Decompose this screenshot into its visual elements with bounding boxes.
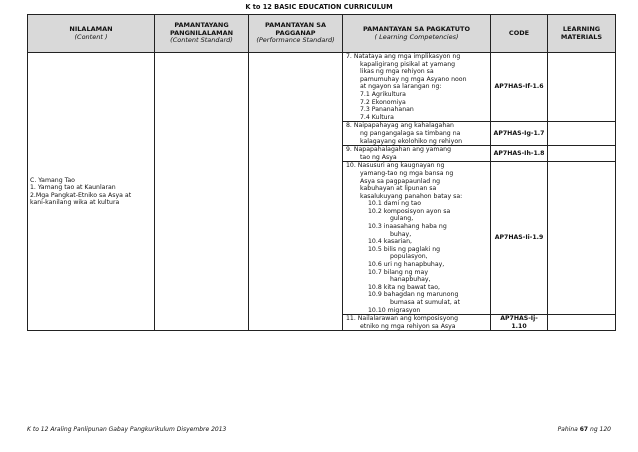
code-cell: AP7HAS-Ii-1.9 <box>491 162 548 315</box>
code-cell: AP7HAS-Ig-1.7 <box>491 122 548 146</box>
materials-cell <box>548 122 616 146</box>
header-content-standard: PAMANTAYANG PANGNILALAMAN (Content Standard) <box>155 15 249 53</box>
content-line: C. Yamang Tao <box>30 176 75 184</box>
content-line: 1. Yamang tao at Kaunlaran <box>30 184 116 192</box>
code-cell: AP7HAS-If-1.6 <box>491 53 548 122</box>
materials-cell <box>548 53 616 122</box>
header-row <box>28 15 616 53</box>
header-performance-standard: PAMANTAYAN SA PAGGANAP (Performance Standard) <box>249 15 343 53</box>
materials-cell <box>548 162 616 315</box>
header-code: CODE <box>491 15 548 53</box>
performance-standard-cell <box>249 53 343 331</box>
code-cell: AP7HAS-Ij-1.10 <box>491 315 548 331</box>
competency-cell: 9. Napapahalagahan ang yamang tao ng Asya <box>343 146 491 162</box>
competency-cell: 7. Natataya ang mga implikasyon ng kapaligirang pisikal at yamang likas ng mga rehiyon sa pamumuhay ng mga Asyano noon at ngayon sa larangan ng: 7.1 Agrikultura 7.2 Ekonomiya 7.3 Pananahanan 7.4 Kultura <box>343 53 491 122</box>
code-cell: AP7HAS-Ih-1.8 <box>491 146 548 162</box>
header-learning-competencies: PAMANTAYAN SA PAGKATUTO ( Learning Competencies) <box>343 15 491 53</box>
table-row <box>28 53 616 122</box>
curriculum-table <box>27 14 616 331</box>
content-cell <box>28 53 155 331</box>
content-standard-cell <box>155 53 249 331</box>
content-line: kani-kanilang wika at kultura <box>30 199 120 207</box>
document-title: K to 12 BASIC EDUCATION CURRICULUM <box>245 3 393 11</box>
competency-cell: 11. Nailalarawan ang komposisyong etniko ng mga rehiyon sa Asya <box>343 315 491 331</box>
competency-cell: 8. Naipapahayag ang kahalagahan ng pangangalaga sa timbang na kalagayang ekolohiko ng rehiyon <box>343 122 491 146</box>
header-content: NILALAMAN (Content ) <box>28 15 155 53</box>
content-line: 2.Mga Pangkat-Etniko sa Asya at <box>30 191 132 199</box>
footer-document-title: K to 12 Araling Panlipunan Gabay Pangkurikulum Disyembre 2013 <box>27 426 227 433</box>
header-learning-materials: LEARNING MATERIALS <box>548 15 616 53</box>
materials-cell <box>548 146 616 162</box>
footer-page-number: Pahina 67 ng 120 <box>557 426 611 433</box>
competency-cell: 10. Nasusuri ang kaugnayan ng yamang-tao ng mga bansa ng Asya sa pagpapaunlad ng kabuhayan at lipunan sa kasalukuyang panahon batay sa: 10.1 dami ng tao 10.2 komposisyon ayon sa gulang, 10.3 inaasahang haba ng buhay, 10.4 kasarian, 10.5 bilis ng paglaki ng populasyon, 10.6 uri ng hanapbuhay, 10.7 bilang ng may hanapbuhay, 10.8 kita ng bawat tao, 10.9 bahagdan ng marunong bumasa at sumulat, at 10.10 migrasyon <box>343 162 491 315</box>
materials-cell <box>548 315 616 331</box>
